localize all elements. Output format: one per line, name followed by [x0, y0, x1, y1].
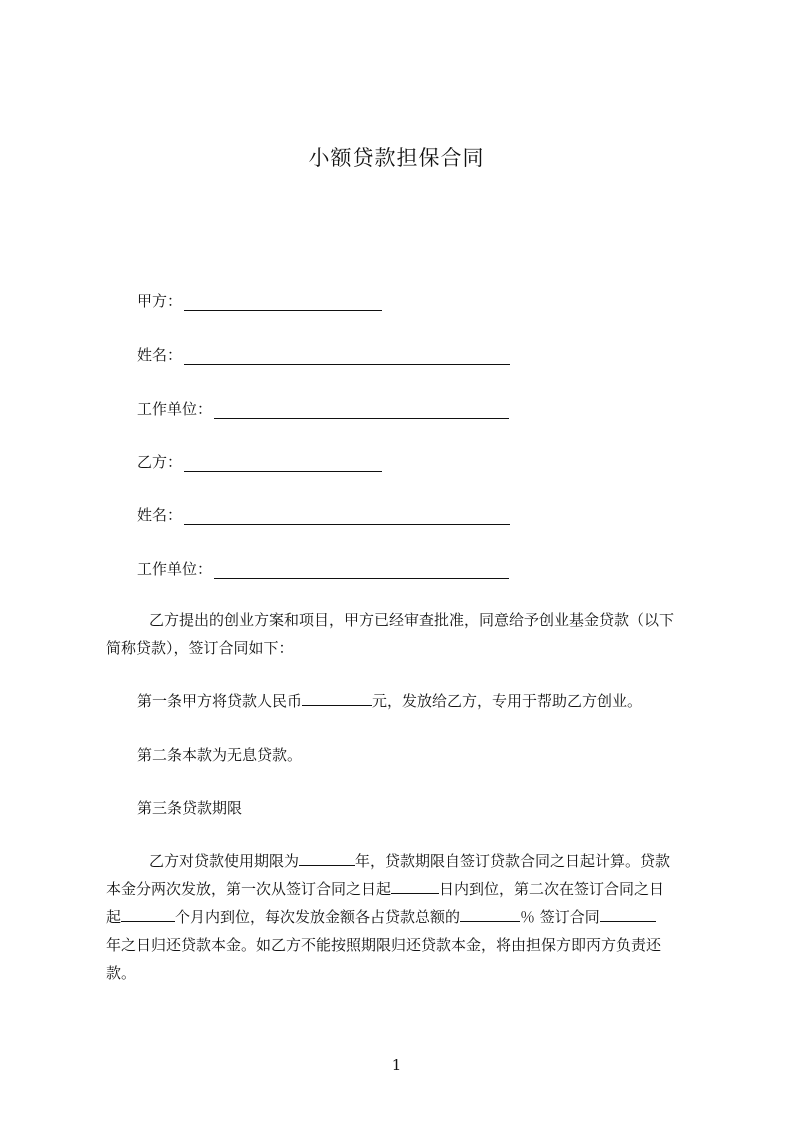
party-a-label: 甲方：: [137, 292, 183, 310]
party-b-label: 乙方：: [137, 453, 183, 471]
loan-amount-blank[interactable]: [302, 688, 372, 706]
party-a-name-field: [137, 345, 510, 365]
term-line-2: [106, 875, 664, 903]
party-b-name-blank[interactable]: [184, 508, 510, 525]
party-b-blank[interactable]: [184, 455, 382, 472]
term-l3-text-b: 个月内到位，每次发放金额各占贷款总额的: [175, 908, 461, 926]
party-a-workplace-label: 工作单位：: [137, 400, 213, 418]
party-a-name-label: 姓名：: [137, 346, 183, 364]
party-b-field: [137, 452, 382, 472]
term-l1-text-b: 年，贷款期限自签订贷款合同之日起计算。贷款: [355, 852, 671, 870]
term-l2-text-a: 本金分两次发放，第一次从签订合同之日起: [106, 880, 392, 898]
page-number: 1: [391, 1056, 402, 1074]
contract-year-blank[interactable]: [600, 904, 656, 922]
loan-years-blank[interactable]: [299, 848, 355, 866]
party-b-workplace-label: 工作单位：: [137, 560, 213, 578]
intro-line-2: 简称贷款），签订合同如下：: [106, 639, 294, 657]
article-3-heading: 第三条贷款期限: [137, 799, 243, 817]
article-1-text-a: 第一条甲方将贷款人民币: [137, 692, 303, 710]
party-a-name-blank[interactable]: [184, 348, 510, 365]
article-2: 第二条本款为无息贷款。: [137, 746, 303, 764]
term-l2-text-b: 日内到位，第二次在签订合同之日: [439, 880, 665, 898]
term-l3-text-a: 起: [106, 908, 122, 926]
party-b-name-field: [137, 505, 510, 525]
party-a-blank[interactable]: [184, 294, 382, 311]
percent-blank[interactable]: [460, 904, 520, 922]
party-a-field: [137, 291, 382, 311]
article-1: [137, 687, 642, 715]
party-a-workplace-field: [137, 399, 509, 419]
term-line-5: 款。: [106, 964, 137, 982]
party-b-workplace-blank[interactable]: [214, 562, 509, 579]
page-title: 小额贷款担保合同: [308, 146, 485, 170]
intro-line-1: 乙方提出的创业方案和项目，甲方已经审查批准，同意给予创业基金贷款（以下: [149, 611, 675, 629]
first-days-blank[interactable]: [391, 876, 439, 894]
term-l1-text-a: 乙方对贷款使用期限为: [149, 852, 300, 870]
term-line-4: 年之日归还贷款本金。如乙方不能按照期限归还贷款本金，将由担保方即丙方负责还: [106, 936, 662, 954]
party-b-name-label: 姓名：: [137, 506, 183, 524]
term-l3-text-c: ％ 签订合同: [520, 908, 600, 926]
term-line-3: [106, 903, 656, 931]
article-1-text-b: 元，发放给乙方，专用于帮助乙方创业。: [372, 692, 643, 710]
second-months-blank[interactable]: [121, 904, 175, 922]
party-a-workplace-blank[interactable]: [214, 402, 509, 419]
party-b-workplace-field: [137, 559, 509, 579]
term-line-1: [149, 847, 670, 875]
